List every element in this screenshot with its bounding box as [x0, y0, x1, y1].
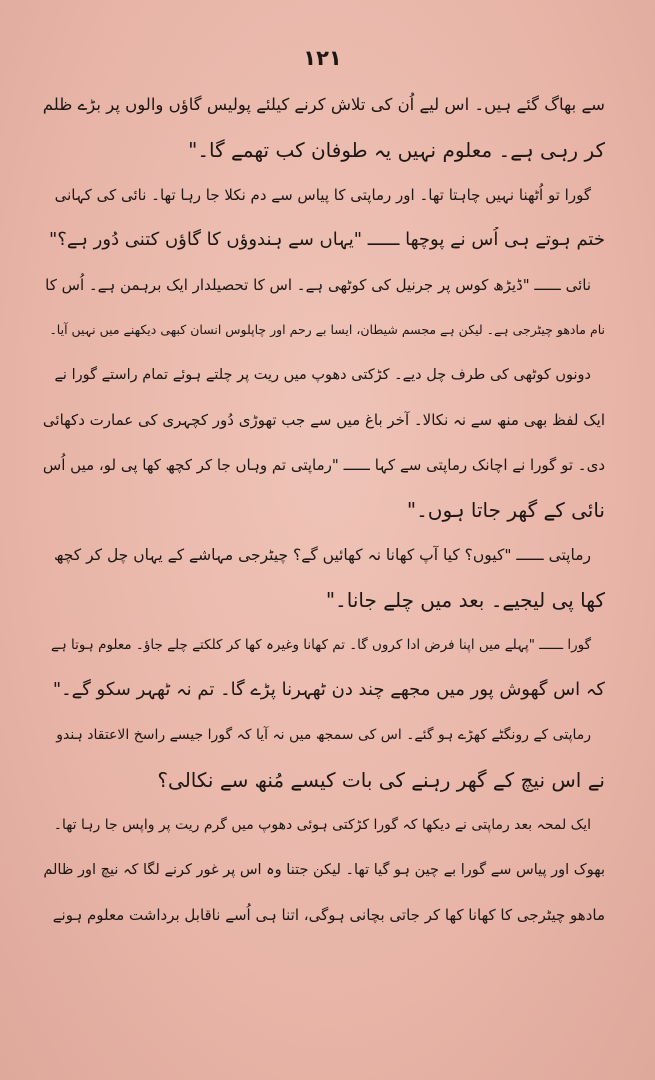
text-line: نے اس نیچ کے گھر رہنے کی بات کیسے مُنھ سے نکالی؟ [157, 768, 605, 792]
text-line: دونوں کوٹھی کی طرف چل دیے۔ کڑکتی دھوپ میں ریت پر چلتے ہوئے تمام راستے گورا نے [54, 367, 591, 383]
text-line: گورا ــــــ "پہلے میں اپنا فرض ادا کروں گا۔ تم کھانا وغیرہ کھا کر کلکتے چلے جاؤ۔ معلوم ہوتا ہے [50, 637, 591, 653]
text-line: بھوک اور پیاس سے گورا بے چین ہو گیا تھا۔ لیکن جتنا وہ اس پر غور کرنے لگا کہ نیچ اور ظالم [43, 862, 605, 878]
text-line: دی۔ تو گورا نے اچانک رماپتی سے کہا ــــــ "رماپتی تم وہاں جا کر کچھ کھا پی لو، میں اُس [42, 456, 605, 474]
text-line: گورا تو اُٹھنا نہیں چاہتا تھا۔ اور رماپتی کا پیاس سے دم نکلا جا رہا تھا۔ نائی کی کہانی [54, 186, 591, 204]
text-line: ایک لمحہ بعد رماپتی نے دیکھا کہ گورا کڑکتی ہوئی دھوپ میں گرم ریت پر واپس جا رہا تھا۔ [53, 817, 591, 833]
text-line: کہ اس گھوش پور میں مجھے چند دن ٹھہرنا پڑے گا۔ تم نہ ٹھہر سکو گے۔" [52, 679, 605, 700]
page-number: ١٢١ [303, 46, 342, 70]
text-line: نائی کے گھر جاتا ہوں۔" [406, 498, 605, 522]
text-line: رماپتی ــــــ "کیوں؟ کیا آپ کھانا نہ کھائیں گے؟ چیٹرجی مہاشے کے یہاں چل کر کچھ [53, 546, 591, 564]
text-line: سے بھاگ گئے ہیں۔ اس لیے اُن کی تلاش کرنے کیلئے پولیس گاؤں والوں پر بڑے ظلم [42, 95, 605, 114]
text-line: کر رہی ہے۔ معلوم نہیں یہ طوفان کب تھمے گا۔" [188, 138, 605, 162]
text-line: ایک لفظ بھی منھ سے نہ نکالا۔ آخر باغ میں سے جب تھوڑی دُور کچہری کی عمارت دکھائی [42, 411, 605, 429]
text-line: کھا پی لیجیے۔ بعد میں چلے جانا۔" [325, 588, 605, 612]
body-text [40, 92, 605, 928]
text-line: ختم ہوتے ہی اُس نے پوچھا ــــــ "یہاں سے ہندوؤں کا گاؤں کتنی دُور ہے؟" [49, 229, 605, 250]
text-line: نام مادھو چیٹرجی ہے۔ لیکن ہے مجسم شیطان، ایسا بے رحم اور چاپلوس انسان کبھی دیکھنے میں نہیں آیا۔ [49, 322, 605, 337]
text-line: مادھو چیٹرجی کا کھانا کھا کر جاتی بچانی ہوگی، اتنا ہی اُسے ناقابل برداشت معلوم ہونے [52, 906, 605, 924]
text-line: رماپتی کے رونگٹے کھڑے ہو گئے۔ اس کی سمجھ میں نہ آیا کہ گورا جیسے راسخ الاعتقاد ہندو [56, 727, 591, 743]
text-line: نائی ــــــ "ڈیڑھ کوس پر جرنیل کی کوٹھی ہے۔ اس کا تحصیلدار ایک برہمن ہے۔ اُس کا [45, 276, 591, 294]
